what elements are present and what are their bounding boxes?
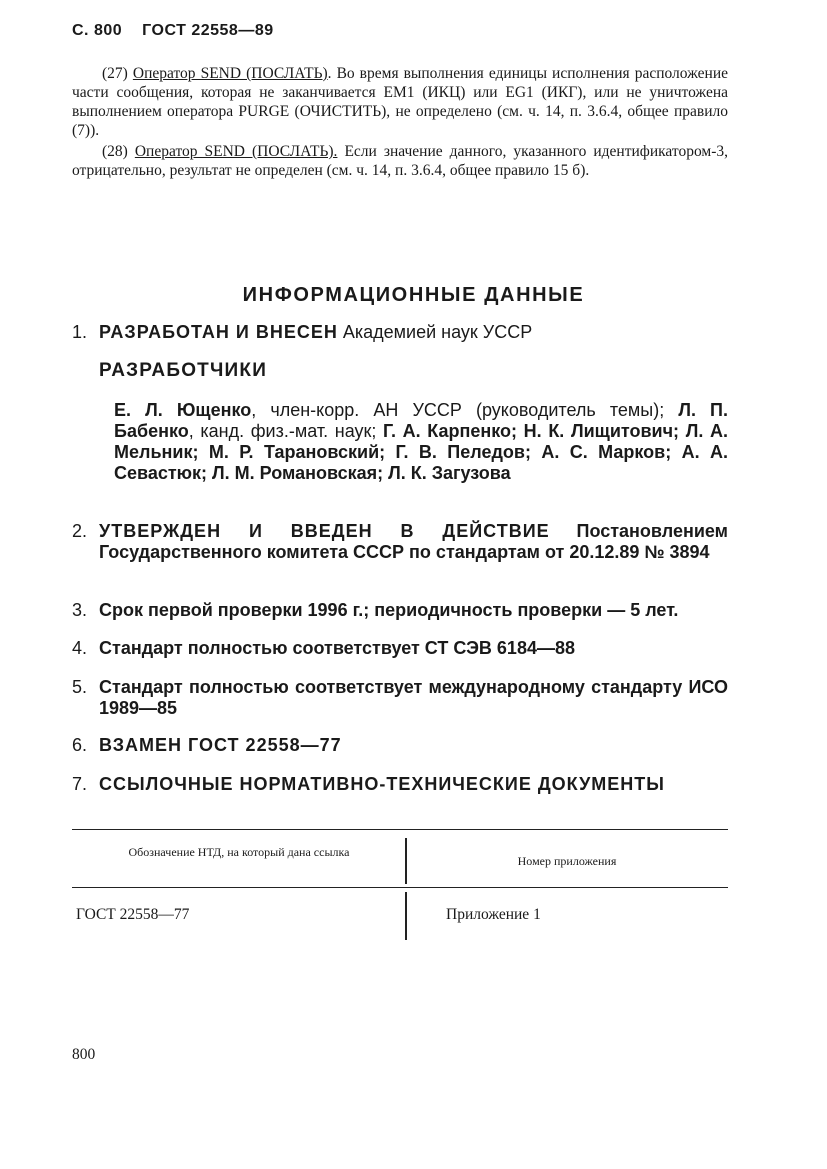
item-text: Срок первой проверки 1996 г.; периодичность проверки — 5 лет. <box>99 600 679 620</box>
note-text: . Во время выполнения единицы исполнения расположение части сообщения, которая не заканчивается EM1 (ИКЦ) или EG1 (ИКГ), или не уничтожена выполнением оператора PURGE (ОЧИСТИТЬ), не определено (см. ч. 14, п. 3.6.4, общее правило (7)). <box>72 65 729 139</box>
item-number: 7. <box>72 774 88 794</box>
item-text: Стандарт полностью соответствует международному стандарту ИСО 1989—85 <box>99 677 728 718</box>
note-reference: Оператор SEND (ПОСЛАТЬ). <box>134 143 338 160</box>
item-number: 5. <box>72 677 88 697</box>
item-text: Академией наук УССР <box>337 322 533 342</box>
footer-page-number: 800 <box>72 1046 96 1063</box>
item-number: 1. <box>72 322 88 342</box>
item-number: 6. <box>72 735 88 755</box>
info-item-4 <box>72 638 728 659</box>
column-divider <box>405 892 407 940</box>
info-item-3 <box>72 600 728 621</box>
info-data-title: ИНФОРМАЦИОННЫЕ ДАННЫЕ <box>242 284 585 306</box>
info-item-1 <box>72 322 728 343</box>
note-reference: Оператор SEND (ПОСЛАТЬ) <box>132 65 328 82</box>
header-cell-appendix: Номер приложения <box>517 854 617 868</box>
note-number: (28) <box>102 143 128 160</box>
developers-heading: РАЗРАБОТЧИКИ <box>99 360 268 381</box>
table-header <box>72 830 728 888</box>
note-28 <box>72 142 728 180</box>
item-caps: ССЫЛОЧНЫЕ НОРМАТИВНО-ТЕХНИЧЕСКИЕ ДОКУМЕНТЫ <box>99 774 665 794</box>
page-number-label: С. 800 <box>72 22 123 39</box>
item-text: Стандарт полностью соответствует СТ СЭВ 6184—88 <box>99 638 575 658</box>
info-item-7 <box>72 774 728 795</box>
note-27 <box>72 64 728 140</box>
table-row <box>72 888 728 940</box>
notes-section <box>72 64 728 182</box>
note-text: Если значение данного, указанного идентификатором-3, отрицательно, результат не определен (см. ч. 14, п. 3.6.4, общее правило 15 б). <box>72 143 729 179</box>
item-caps: УТВЕРЖДЕН И ВВЕДЕН В ДЕЙСТВИЕ <box>99 521 550 541</box>
info-item-2 <box>72 521 728 563</box>
item-number: 2. <box>72 521 88 541</box>
item-text: Постановлением Государственного комитета СССР по стандартам от 20.12.89 № 3894 <box>99 521 728 562</box>
cell-designation: ГОСТ 22558—77 <box>76 906 190 923</box>
developer-name: Е. Л. Ющенко <box>114 400 252 420</box>
standard-designation: ГОСТ 22558—89 <box>142 22 274 39</box>
info-item-5 <box>72 677 728 719</box>
developer-name: Г. А. Карпенко; Н. К. Лищитович; Л. А. Мельник; М. Р. Тарановский; Г. В. Пеледов; А. С. Марков; А. А. Севастюк; Л. М. Романовская; Л. К. Загузова <box>114 421 728 483</box>
developers-list <box>114 400 728 484</box>
item-caps: РАЗРАБОТАН И ВНЕСЕН <box>99 322 338 342</box>
developer-role: , член-корр. АН УССР (руководитель темы); <box>251 400 679 420</box>
info-item-6 <box>72 735 728 756</box>
note-number: (27) <box>102 65 128 82</box>
item-number: 3. <box>72 600 88 620</box>
item-number: 4. <box>72 638 88 658</box>
developer-role: , канд. физ.-мат. наук; <box>188 421 384 441</box>
page-header <box>72 22 274 40</box>
developer-name: Л. П. Бабенко <box>114 400 728 441</box>
header-cell-designation: Обозначение НТД, на который дана ссылка <box>128 845 350 859</box>
item-caps: ВЗАМЕН ГОСТ 22558—77 <box>99 735 342 755</box>
references-table <box>72 829 728 940</box>
cell-appendix: Приложение 1 <box>446 906 541 923</box>
